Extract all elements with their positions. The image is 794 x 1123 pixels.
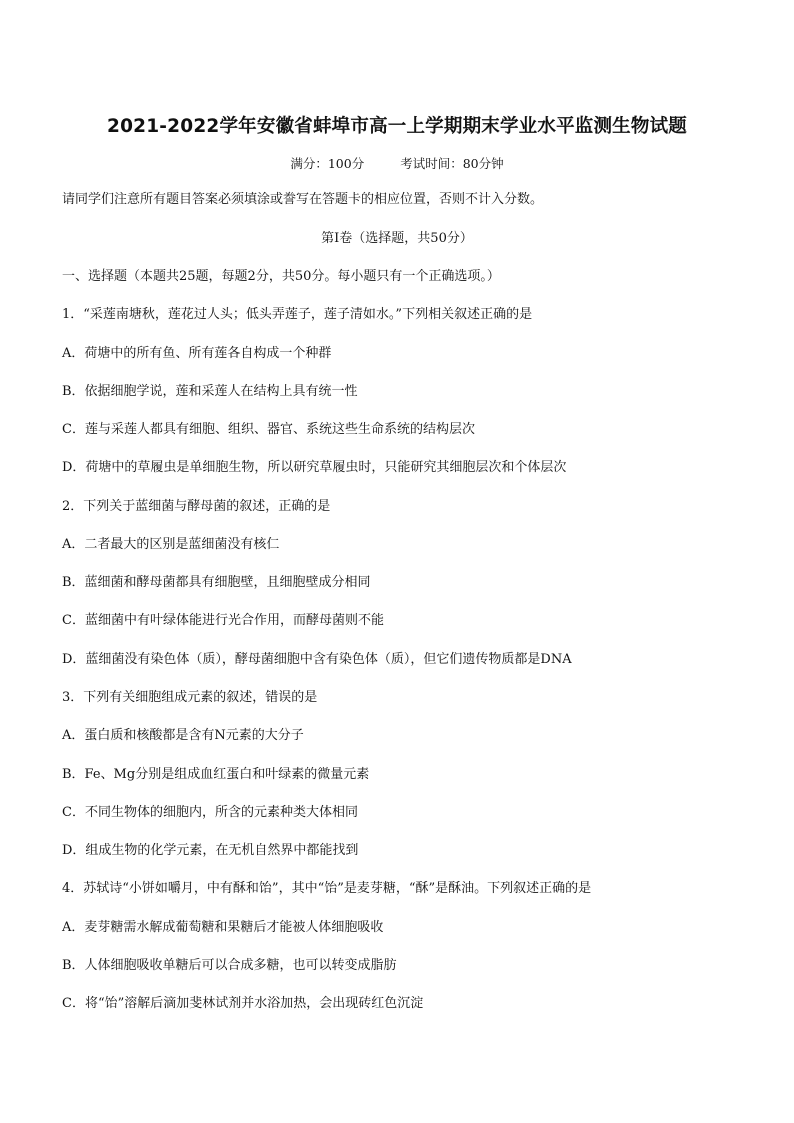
exam-time: 考试时间：80分钟: [400, 156, 504, 171]
exam-title: 2021-2022学年安徽省蚌埠市高一上学期期末学业水平监测生物试题: [107, 116, 687, 137]
question-1-option-c: C．莲与采莲人都具有细胞、组织、器官、系统这些生命系统的结构层次: [62, 422, 475, 437]
notice-text: 请同学们注意所有题目答案必须填涂或誊写在答题卡的相应位置，否则不计入分数。: [62, 192, 544, 207]
question-2-stem: 2．下列关于蓝细菌与酵母菌的叙述，正确的是: [62, 499, 331, 514]
question-3-option-b: B．Fe、Mg分别是组成血红蛋白和叶绿素的微量元素: [62, 767, 370, 782]
part-title: 第Ⅰ卷（选择题，共50分）: [321, 231, 473, 246]
question-2-option-d: D．蓝细菌没有染色体（质），酵母菌细胞中含有染色体（质），但它们遗传物质都是DNA: [62, 652, 572, 667]
section-title: 一、选择题（本题共25题，每题2分，共50分。每小题只有一个正确选项。）: [62, 269, 500, 284]
question-2-option-c: C．蓝细菌中有叶绿体能进行光合作用，而酵母菌则不能: [62, 613, 384, 628]
question-3-option-d: D．组成生物的化学元素，在无机自然界中都能找到: [62, 843, 359, 858]
question-1-option-b: B．依据细胞学说，莲和采莲人在结构上具有统一性: [62, 384, 358, 399]
question-2-option-b: B．蓝细菌和酵母菌都具有细胞壁，且细胞壁成分相同: [62, 575, 371, 590]
question-3-option-a: A．蛋白质和核酸都是含有N元素的大分子: [62, 728, 304, 743]
question-4-option-b: B．人体细胞吸收单糖后可以合成多糖，也可以转变成脂肪: [62, 958, 397, 973]
question-3-stem: 3．下列有关细胞组成元素的叙述，错误的是: [62, 690, 318, 705]
question-1-option-d: D．荷塘中的草履虫是单细胞生物，所以研究草履虫时，只能研究其细胞层次和个体层次: [62, 460, 567, 475]
question-2-option-a: A．二者最大的区别是蓝细菌没有核仁: [62, 537, 280, 552]
question-3-option-c: C．不同生物体的细胞内，所含的元素种类大体相同: [62, 805, 358, 820]
full-score: 满分：100分: [290, 156, 365, 171]
question-4-stem: 4．苏轼诗“小饼如嚼月，中有酥和饴”，其中“饴”是麦芽糖，“酥”是酥油。下列叙述正确的是: [62, 881, 592, 896]
question-4-option-a: A．麦芽糖需水解成葡萄糖和果糖后才能被人体细胞吸收: [62, 920, 384, 935]
question-1-stem: 1．“采莲南塘秋，莲花过人头；低头弄莲子，莲子清如水。”下列相关叙述正确的是: [62, 307, 533, 322]
exam-meta: [0, 154, 794, 172]
question-1-option-a: A．荷塘中的所有鱼、所有莲各自构成一个种群: [62, 346, 332, 361]
question-4-option-c: C．将“饴”溶解后滴加斐林试剂并水浴加热，会出现砖红色沉淀: [62, 996, 424, 1011]
